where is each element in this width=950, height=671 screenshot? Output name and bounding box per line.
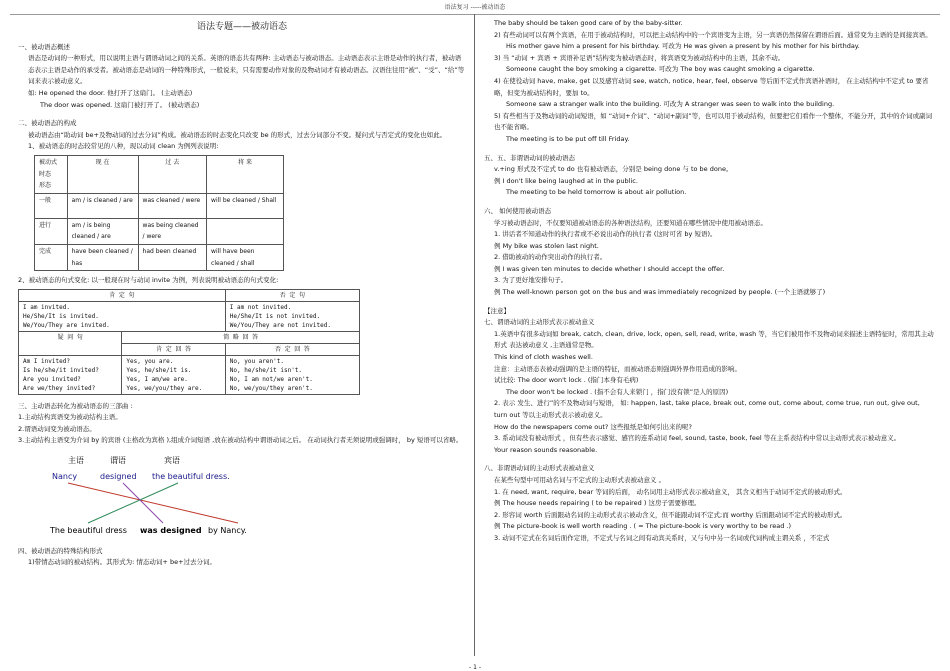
example-line: This kind of cloth washes well. — [494, 353, 593, 362]
table-cell: was cleaned / were — [138, 193, 207, 218]
paragraph: 3) 当 “动词 + 宾语 + 宾语补足语”结构变为被动语态时，将宾语变为被动结构中的主语，其余不动。 — [494, 53, 785, 62]
paragraph: 5) 有些相当于及物动词的动词短语，如 “动词+介词”、“动词+副词”等，也可以用于被动结构，但要把它们看作一个整体，不能分开，其中的介词或副词也不能省略。 — [494, 111, 933, 132]
column-header: 疑 问 句 — [19, 331, 122, 355]
example-line: The door won't be locked . (指不会有人来锁门 ，指门没有锁”是人的原因) — [506, 387, 729, 396]
column-header: 简 略 回 答 — [122, 331, 360, 343]
example-line: 例 My bike was stolen last night. — [494, 241, 599, 250]
example-line: How do the newspapers come out? 这些报纸是如何引出来的呢? — [494, 422, 692, 431]
example-line: The meeting to be held tomorrow is about air pollution. — [506, 188, 687, 197]
paragraph: 学习被动语态时，不仅要知道被动语态的各种语法结构，还要知道在哪些情况中使用被动语态。 — [494, 218, 767, 227]
diagram-word: by Nancy. — [208, 526, 247, 536]
diagram-arrow — [88, 483, 178, 523]
row-label: 进行 — [35, 218, 68, 244]
diagram-arrow — [68, 483, 238, 523]
paragraph: 2. 形容词 worth 后面跟动名词的主动形式表示被动含义，但不能跟动词不定式;而 worthy 后面跟动词不定式的被动形式。 — [494, 510, 847, 519]
paragraph: 1)带情态动词的被动结构。其形式为: 情态动词+ be+过去分词。 — [28, 558, 217, 567]
diagram-label: 主语 — [68, 456, 84, 466]
table-corner: 被动式 时态 形态 — [35, 155, 68, 193]
example-line: The baby should be taken good care of by the baby-sitter. — [494, 19, 683, 27]
diagram-arrow — [123, 483, 163, 523]
paragraph: 在某些句型中可用动名词与不定式的主动形式表被动意义 。 — [494, 475, 666, 484]
column-header: 现 在 — [67, 155, 138, 193]
table-cell: am / is being cleaned / are — [67, 218, 138, 244]
example-line: Someone caught the boy smoking a cigarette. 可改为 The boy was caught smoking a cigarette. — [506, 65, 815, 74]
section-heading: 四、被动语态的特殊结构形式 — [18, 546, 103, 555]
left-column — [18, 18, 466, 569]
paragraph: 1.英语中有很多动词如 break, catch, clean, drive, lock, open, sell, read, write, wash 等，当它们被用作不及物动词来描述主语特征时，常用其主动形式 表达被动意义 ,主语通常是物。 — [494, 329, 934, 350]
example-line: 如: He opened the door. 他打开了这扇门。 (主动语态) — [28, 88, 193, 97]
table-cell: Am I invited? Is he/she/it invited? Are you invited? Are we/they invited? — [19, 355, 122, 394]
example-line: The door was opened. 这扇门被打开了。 (被动语态) — [40, 100, 200, 109]
paragraph: 3. 系动词没有被动形式 ，但有些表示感觉、感官的连系动词 feel, sound, taste, book, feel 等在主系表结构中常以主动形式表示被动意义。 — [494, 434, 901, 443]
paragraph: 2) 有些动词可以有两个宾语，在用于被动结构时，可以把主动结构中的一个宾语变为主语，另一宾语仍然保留在谓语后面。通常变为主语的是间接宾语。 — [494, 30, 932, 39]
example-line: Your reason sounds reasonable. — [494, 445, 598, 454]
example-line: 例 The house needs repairing ( to be repaired ) 这房子需要修理。 — [494, 499, 701, 508]
table-cell — [207, 218, 284, 244]
diagram-label: 谓语 — [110, 456, 126, 466]
example-line: 试比较: The door won't lock . (指门本身有毛病) — [494, 376, 639, 385]
example-line: 例 I was given ten minutes to decide whether I should accept the offer. — [494, 264, 725, 273]
paragraph: 3. 为了更好地安排句子。 — [494, 276, 568, 285]
paragraph: 2、被动语态的句式变化: 以一般现在时与动词 invite 为例，列表说明被动语态的句式变化: — [18, 276, 279, 285]
section-heading: 六、 如何使用被动语态 — [484, 206, 552, 215]
paragraph: 1、被动语态的时态较常见的八种，现以动词 clean 为例列表说明: — [28, 142, 219, 151]
column-header: 否 定 句 — [225, 289, 359, 301]
page-header: 语法复习 -----被动语态 — [444, 4, 506, 11]
paragraph: 4) 在使役动词 have, make, get 以及感官动词 see, watch, notice, hear, feel, observe 等后面不定式作宾语补语时， 在主动结构中不定式 to 要省略，但变为被动结构时，要加 to。 — [494, 76, 929, 97]
section-heading: 八、非谓语动词的主动形式表被动意义 — [484, 464, 595, 473]
page-number: - 1 - — [469, 664, 481, 671]
paragraph: 2. 借助被动的动作突出动作的执行者。 — [494, 253, 607, 262]
example-line: His mother gave him a present for his birthday. 可改为 He was given a present by his mother for his birthday. — [506, 42, 860, 51]
row-label: 一般 — [35, 193, 68, 218]
paragraph: 语态是动词的一种形式，用以说明主语与谓语动词之间的关系。英语的语态共有两种: 主动语态与被动语态。主动语态表示主语是动作的执行者，被动语态表示主语是动作的承受者。被动语态是动词的一种特殊形式，一般说来，只有需要动作对象的及物动词才有被动语态。汉语往往用“被”、“受”、“给”等词来表示被动意义。 — [28, 54, 465, 86]
column-header: 肯 定 句 — [19, 289, 226, 301]
table-cell: I am invited. He/She/It is invited. We/You/They are invited. — [19, 301, 226, 331]
table-cell: will have been cleaned / shall — [207, 244, 284, 270]
diagram-label: 宾语 — [164, 456, 180, 466]
right-column — [484, 18, 934, 545]
table-cell: had been cleaned — [138, 244, 207, 270]
example-line: 例 The well-known person got on the bus and was immediately recognized by people. (一个主语就够了) — [494, 288, 826, 297]
paragraph: 3.主动结构主语变为介词 by 的宾语 (主格改为宾格 ),组成介词短语 ,放在被动结构中谓语动词之后。 在动词执行者无须说明或强调时， by 短语可以省略。 — [18, 436, 463, 445]
page-title: 语法专题——被动语态 — [196, 22, 287, 32]
table-cell: No, you aren't. No, he/she/it isn't. No, I am not/we aren't. No, we/you/they aren't. — [225, 355, 359, 394]
diagram-word: designed — [100, 472, 137, 482]
paragraph: 被动语态由“助动词 be+及物动词的过去分词”构成。被动语态的时态变化只改变 be 的形式，过去分词部分不变。疑问式与否定式的变化也如此。 — [28, 130, 447, 139]
row-label: 完成 — [35, 244, 68, 270]
column-header: 过 去 — [138, 155, 207, 193]
paragraph: 1. 在 need, want, require, bear 等词的后面， 动名词用主动形式表示被动意义， 其含义相当于动词不定式的被动形式。 — [494, 487, 847, 496]
example-line: 例 I don't like being laughed at in the public. — [494, 176, 638, 185]
tense-table — [34, 155, 284, 271]
section-heading: 【注意】 — [484, 306, 510, 315]
section-heading: 三、主动语态转化为被动语态的三部曲 : — [18, 401, 133, 410]
table-cell: have been cleaned / has — [67, 244, 138, 270]
table-cell: will be cleaned / Shall — [207, 193, 284, 218]
sentence-form-table — [18, 289, 360, 395]
diagram-word: Nancy — [52, 472, 78, 482]
table-cell: was being cleaned / were — [138, 218, 207, 244]
paragraph: 1. 讲话者不知道动作的执行者或不必说出动作的执行者 (这时可省 by 短语)。 — [494, 230, 717, 239]
voice-conversion-diagram — [48, 453, 278, 535]
header-rule — [10, 14, 940, 15]
column-header: 将 来 — [207, 155, 284, 193]
table-cell: am / is cleaned / are — [67, 193, 138, 218]
section-heading: 五、五、非谓语动词的被动语态 — [484, 153, 575, 162]
example-line: The meeting is to be put off till Friday. — [506, 134, 630, 143]
diagram-word: was designed — [140, 526, 202, 536]
section-heading: 二、被动语态的构成 — [18, 119, 77, 128]
paragraph: 2.谓语动词变为被动语态。 — [18, 424, 96, 433]
paragraph: 1.主动结构宾语变为被动结构主语。 — [18, 413, 122, 422]
section-heading: 一、被动语态概述 — [18, 42, 70, 51]
table-cell: I am not invited. He/She/It is not invited. We/You/They are not invited. — [225, 301, 359, 331]
paragraph: v.+ing 形式及不定式 to do 也有被动语态，分别是 being done 与 to be done。 — [494, 165, 733, 174]
paragraph: 注意：主动语态表被动强调的是主语的特征，而被动语态则强调外界作用造成的影响。 — [494, 364, 741, 373]
diagram-word: The beautiful dress — [50, 526, 127, 536]
table-cell: Yes, you are. Yes, he/she/it is. Yes, I am/we are. Yes, we/you/they are. — [122, 355, 225, 394]
paragraph: 3. 动词不定式在名词后面作定语，不定式与名词之间有动宾关系时，又与句中另一名词或代词构成主谓关系 ，不定式 — [494, 533, 830, 542]
column-divider — [474, 14, 475, 656]
example-line: 例 The picture-book is well worth reading . ( = The picture-book is very worthy to be read .) — [494, 522, 792, 531]
paragraph: 2. 表示 发生、进行”的不及物动词与短语， 如: happen, last, take place, break out, come out, come about, come true, run out, give out, turn out 等以主动形式表示被动意义。 — [494, 399, 920, 419]
column-header: 肯 定 回 答 — [122, 343, 225, 355]
example-line: Someone saw a stranger walk into the building. 可改为 A stranger was seen to walk into the building. — [506, 100, 835, 109]
section-heading: 七、谓语动词的主动形式表示被动意义 — [484, 318, 595, 327]
column-header: 否 定 回 答 — [225, 343, 359, 355]
diagram-word: the beautiful dress. — [152, 472, 230, 482]
